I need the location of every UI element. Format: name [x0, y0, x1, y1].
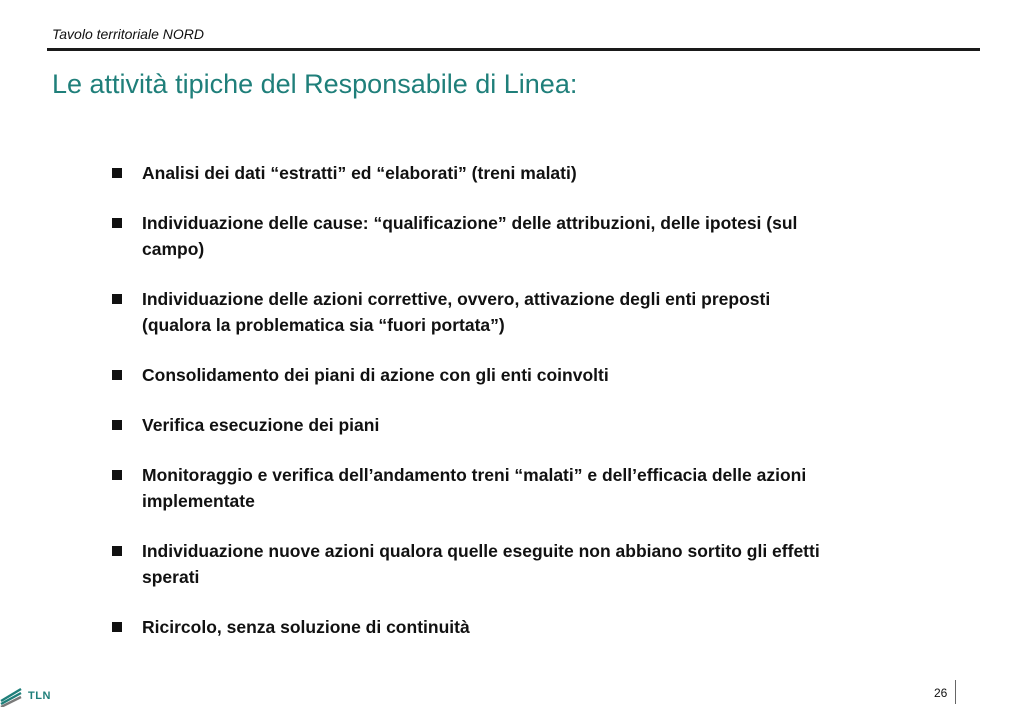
header-label: Tavolo territoriale NORD	[52, 26, 204, 42]
header-rule	[47, 48, 980, 51]
square-bullet-icon	[112, 370, 122, 380]
square-bullet-icon	[112, 168, 122, 178]
square-bullet-icon	[112, 218, 122, 228]
bullet-item	[112, 210, 832, 262]
square-bullet-icon	[112, 622, 122, 632]
bullet-text: Ricircolo, senza soluzione di continuità	[142, 617, 470, 637]
bullet-text: Verifica esecuzione dei piani	[142, 415, 380, 435]
square-bullet-icon	[112, 470, 122, 480]
tln-logo-icon	[0, 685, 22, 707]
bullet-text: Individuazione delle azioni correttive, ovvero, attivazione degli enti preposti (qualora la problematica sia “fuori portata”)	[142, 289, 771, 335]
square-bullet-icon	[112, 546, 122, 556]
page-divider	[955, 680, 956, 704]
slide-title: Le attività tipiche del Responsabile di Linea:	[52, 69, 578, 99]
bullet-item	[112, 538, 832, 590]
bullet-item	[112, 412, 832, 438]
bullet-item	[112, 160, 832, 186]
bullet-text: Monitoraggio e verifica dell’andamento treni “malati” e dell’efficacia delle azioni implementate	[142, 465, 807, 511]
bullet-list	[112, 160, 832, 664]
bullet-text: Consolidamento dei piani di azione con gli enti coinvolti	[142, 365, 609, 385]
footer-logo	[0, 683, 51, 708]
bullet-item	[112, 614, 832, 640]
bullet-item	[112, 362, 832, 388]
bullet-item	[112, 286, 832, 338]
logo-text: TLN	[28, 689, 51, 702]
bullet-text: Analisi dei dati “estratti” ed “elaborati” (treni malati)	[142, 163, 577, 183]
bullet-text: Individuazione nuove azioni qualora quelle eseguite non abbiano sortito gli effetti sperati	[142, 541, 820, 587]
bullet-text: Individuazione delle cause: “qualificazione” delle attribuzioni, delle ipotesi (sul campo)	[142, 213, 798, 259]
square-bullet-icon	[112, 420, 122, 430]
square-bullet-icon	[112, 294, 122, 304]
page-number: 26	[934, 686, 948, 700]
bullet-item	[112, 462, 832, 514]
